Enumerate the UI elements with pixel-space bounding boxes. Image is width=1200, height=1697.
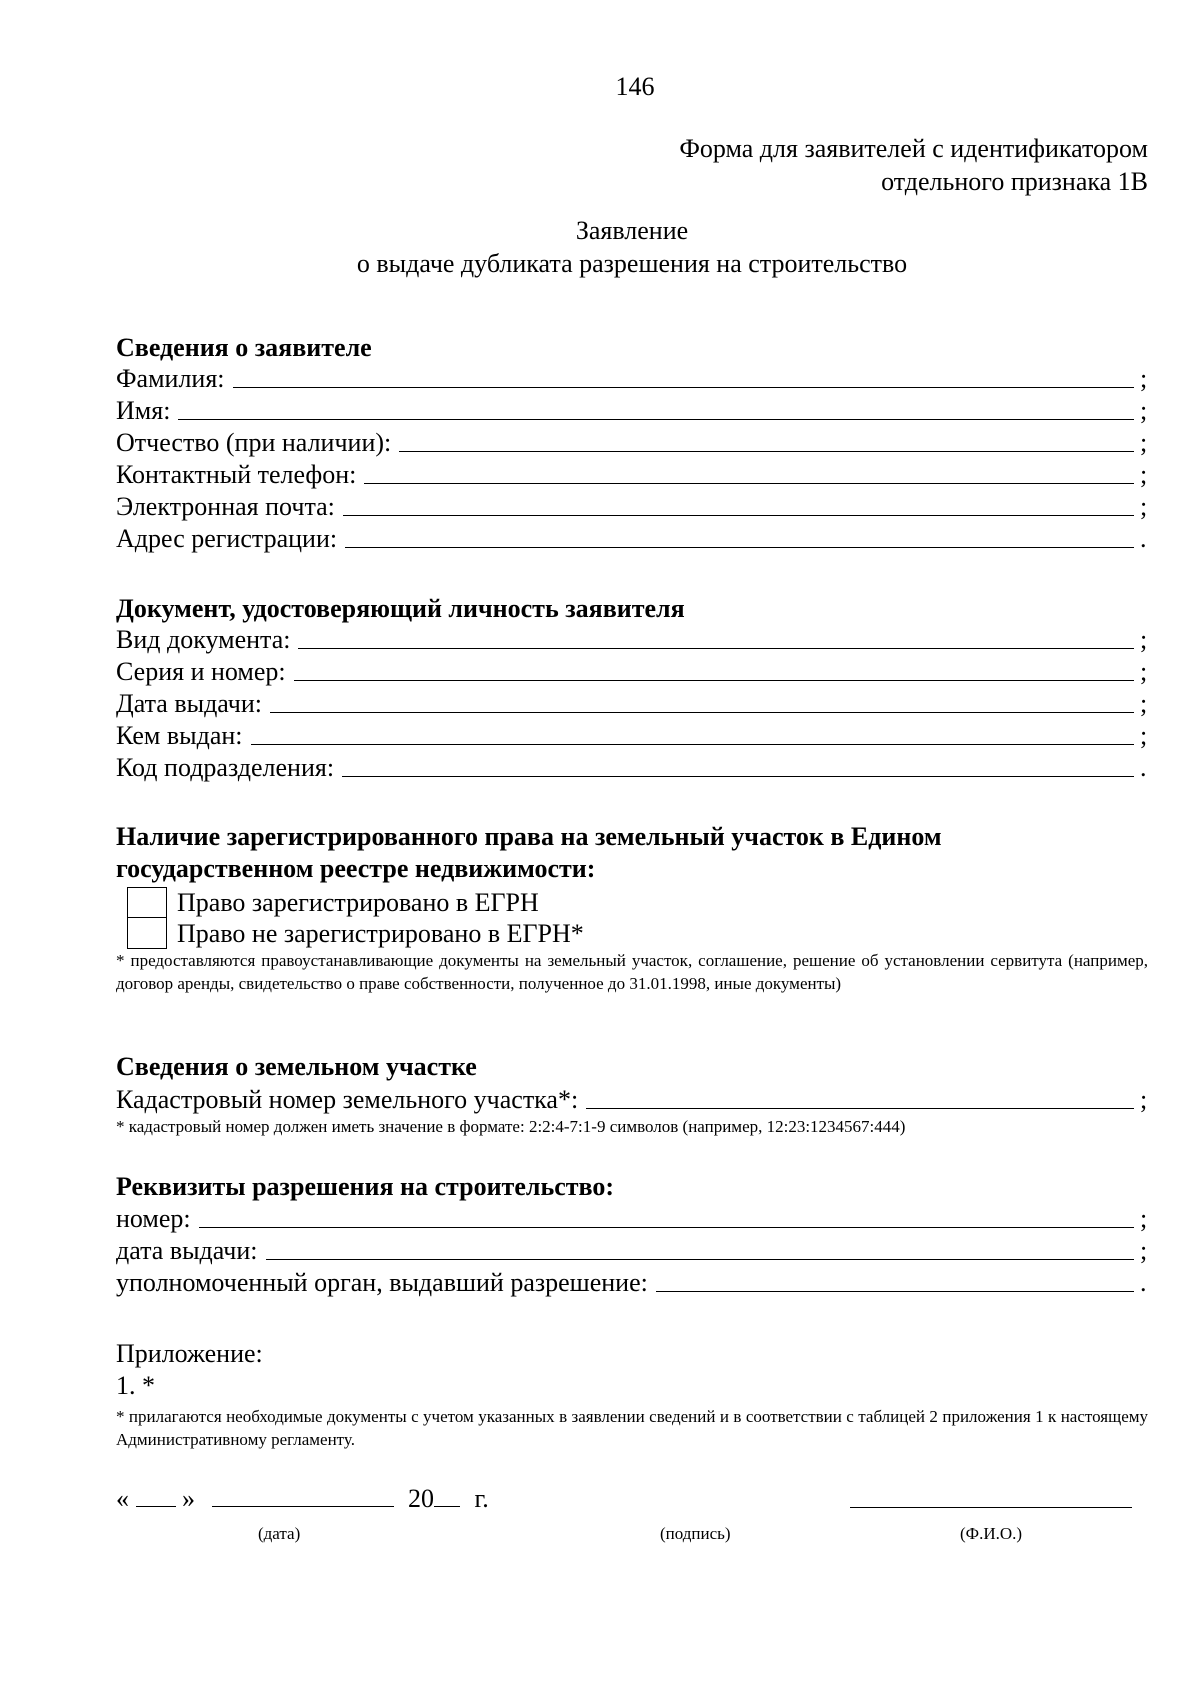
doc-issue-date-punct: ;: [1140, 689, 1148, 718]
phone-label: Контактный телефон:: [116, 460, 357, 489]
surname-label: Фамилия:: [116, 364, 225, 393]
year-input-line[interactable]: [434, 1484, 460, 1507]
attachment-footnote: * прилагаются необходимые документы с учетом указанных в заявлении сведений и в соответствии с таблицей 2 приложения 1 к настоящему Административному регламенту.: [116, 1407, 1148, 1449]
registration-address-label: Адрес регистрации:: [116, 524, 338, 553]
doc-type-input-line[interactable]: [298, 647, 1134, 649]
permit-issue-date-input-line[interactable]: [266, 1258, 1134, 1260]
fio-input-line[interactable]: [850, 1507, 1132, 1508]
cadastral-number-input-line[interactable]: [586, 1107, 1134, 1109]
day-input-line[interactable]: [136, 1484, 176, 1507]
land-right-heading-line-1: Наличие зарегистрированного права на земельный участок в Едином: [116, 822, 942, 851]
cadastral-format-footnote: * кадастровый номер должен иметь значение в формате: 2:2:4-7:1-9 символов (например, 12:23:1234567:444): [116, 1117, 906, 1136]
patronymic-input-line[interactable]: [399, 450, 1134, 452]
identity-doc-section-heading: Документ, удостоверяющий личность заявителя: [116, 594, 685, 623]
close-quote: »: [182, 1484, 195, 1513]
document-subtitle: о выдаче дубликата разрешения на строительство: [356, 249, 908, 278]
phone-input-line[interactable]: [364, 482, 1134, 484]
surname-input-line[interactable]: [233, 386, 1134, 388]
applicant-section-heading: Сведения о заявителе: [116, 333, 372, 362]
option-right-registered[interactable]: [127, 886, 539, 919]
permit-issue-date-field[interactable]: [116, 1234, 1148, 1267]
email-input-line[interactable]: [343, 514, 1134, 516]
doc-issue-date-input-line[interactable]: [270, 711, 1134, 713]
registration-address-field[interactable]: [116, 522, 1148, 555]
email-label: Электронная почта:: [116, 492, 335, 521]
surname-field[interactable]: [116, 362, 1148, 395]
form-identifier: [679, 132, 1148, 198]
open-quote: «: [116, 1484, 129, 1513]
doc-type-punct: ;: [1140, 625, 1148, 654]
doc-issue-date-field[interactable]: [116, 687, 1148, 720]
cadastral-number-field[interactable]: [116, 1083, 1148, 1116]
doc-type-field[interactable]: [116, 623, 1148, 656]
fio-caption: (Ф.И.О.): [960, 1524, 1023, 1543]
permit-number-input-line[interactable]: [199, 1226, 1134, 1228]
phone-punct: ;: [1140, 460, 1148, 489]
first-name-field[interactable]: [116, 394, 1148, 427]
permit-authority-punct: .: [1140, 1268, 1147, 1297]
date-line: [116, 1484, 489, 1514]
year-suffix: г.: [474, 1484, 489, 1513]
doc-issued-by-input-line[interactable]: [251, 743, 1135, 745]
form-identifier-line-1: Форма для заявителей с идентификатором: [679, 134, 1148, 163]
cadastral-number-label: Кадастровый номер земельного участка*:: [116, 1085, 579, 1114]
permit-section-heading: Реквизиты разрешения на строительство:: [116, 1172, 615, 1201]
permit-issue-date-label: дата выдачи:: [116, 1236, 258, 1265]
registration-address-punct: .: [1140, 524, 1147, 553]
patronymic-field[interactable]: [116, 426, 1148, 459]
email-field[interactable]: [116, 490, 1148, 523]
patronymic-label: Отчество (при наличии):: [116, 428, 392, 457]
right-not-registered-label: Право не зарегистрировано в ЕГРН*: [177, 918, 584, 948]
surname-punct: ;: [1140, 364, 1148, 393]
doc-series-number-input-line[interactable]: [294, 679, 1134, 681]
registration-address-input-line[interactable]: [345, 546, 1134, 548]
permit-number-punct: ;: [1140, 1204, 1148, 1233]
doc-issued-by-label: Кем выдан:: [116, 721, 243, 750]
doc-division-code-label: Код подразделения:: [116, 753, 335, 782]
cadastral-number-punct: ;: [1140, 1085, 1148, 1114]
form-identifier-line-2: отдельного признака 1В: [881, 167, 1148, 196]
document-title: Заявление: [575, 216, 689, 245]
doc-division-code-punct: .: [1140, 753, 1147, 782]
permit-authority-label: уполномоченный орган, выдавший разрешение:: [116, 1268, 648, 1297]
first-name-punct: ;: [1140, 396, 1148, 425]
signature-caption: (подпись): [660, 1524, 731, 1543]
patronymic-punct: ;: [1140, 428, 1148, 457]
right-registered-label: Право зарегистрировано в ЕГРН: [177, 887, 539, 917]
date-caption: (дата): [258, 1524, 301, 1543]
attachment-heading: Приложение:: [116, 1339, 263, 1368]
phone-field[interactable]: [116, 458, 1148, 491]
option-right-not-registered[interactable]: [127, 917, 584, 950]
century-text: 20: [408, 1484, 434, 1513]
doc-series-number-punct: ;: [1140, 657, 1148, 686]
page-number: 146: [615, 72, 655, 101]
doc-series-number-label: Серия и номер:: [116, 657, 286, 686]
land-plot-section-heading: Сведения о земельном участке: [116, 1052, 477, 1081]
doc-type-label: Вид документа:: [116, 625, 291, 654]
doc-series-number-field[interactable]: [116, 655, 1148, 688]
doc-issue-date-label: Дата выдачи:: [116, 689, 263, 718]
land-right-footnote: * предоставляются правоустанавливающие документы на земельный участок, соглашение, решение об установлении сервитута (например, договор аренды, свидетельство о праве собственности, полученное до 31.01.1998, иные документы): [116, 951, 1148, 993]
doc-division-code-field[interactable]: [116, 751, 1148, 784]
permit-authority-input-line[interactable]: [656, 1290, 1134, 1292]
land-right-heading-line-2: государственном реестре недвижимости:: [116, 854, 596, 883]
attachment-item-1: 1. *: [116, 1371, 155, 1400]
permit-authority-field[interactable]: [116, 1266, 1148, 1299]
first-name-label: Имя:: [116, 396, 171, 425]
doc-issued-by-punct: ;: [1140, 721, 1148, 750]
doc-issued-by-field[interactable]: [116, 719, 1148, 752]
permit-number-field[interactable]: [116, 1202, 1148, 1235]
month-input-line[interactable]: [212, 1484, 394, 1507]
first-name-input-line[interactable]: [178, 418, 1134, 420]
permit-issue-date-punct: ;: [1140, 1236, 1148, 1265]
email-punct: ;: [1140, 492, 1148, 521]
doc-division-code-input-line[interactable]: [342, 775, 1134, 777]
right-not-registered-checkbox[interactable]: [127, 918, 167, 949]
permit-number-label: номер:: [116, 1204, 191, 1233]
right-registered-checkbox[interactable]: [127, 887, 167, 918]
